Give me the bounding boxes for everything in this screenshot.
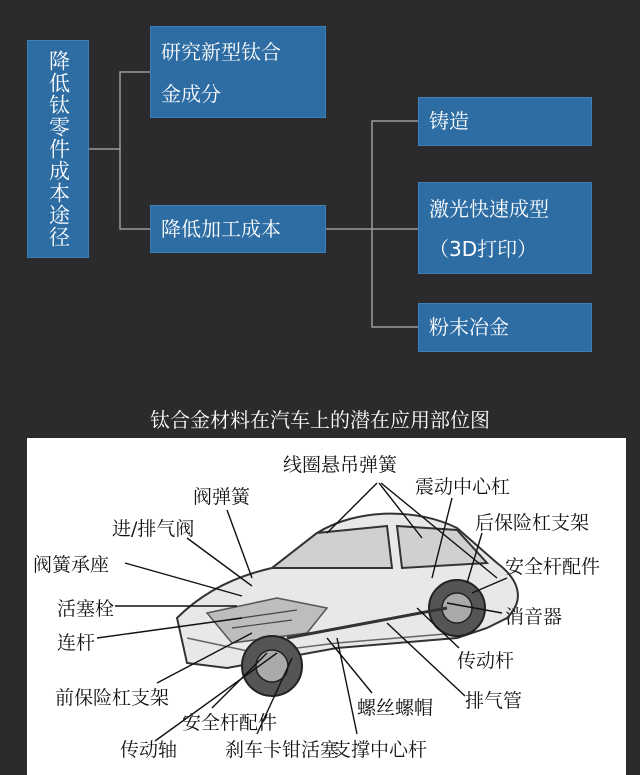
- node-laser-line1: 激光快速成型: [429, 197, 549, 221]
- label-muffler: 消音器: [505, 606, 563, 628]
- label-valve-seat: 阀簧承座: [33, 554, 110, 576]
- root-label: 降低钛零件成本途径: [46, 50, 71, 248]
- node-powder: [418, 303, 592, 352]
- label-exhaust: 排气管: [465, 690, 523, 712]
- label-valve: 进/排气阀: [112, 518, 195, 540]
- label-shock-rod: 震动中心杠: [415, 476, 511, 498]
- label-driveshaft: 传动杆: [457, 650, 515, 672]
- label-front-bumper: 前保险杠支架: [55, 687, 170, 709]
- label-conrod: 连杆: [57, 632, 96, 654]
- node-laser-line2: （3D打印）: [429, 237, 538, 261]
- label-rear-bumper: 后保险杠支架: [475, 512, 590, 534]
- label-caliper: 刹车卡钳活塞: [225, 739, 340, 761]
- root-node: [27, 40, 89, 258]
- label-safety-rear: 安全杆配件: [505, 556, 601, 578]
- node-laser: [418, 182, 592, 274]
- node-new-alloy-line1: 研究新型钛合: [161, 40, 281, 64]
- figure-caption: 钛合金材料在汽车上的潜在应用部位图: [150, 408, 490, 432]
- node-powder-label: 粉末冶金: [429, 315, 509, 339]
- label-center-rod: 支撑中心杆: [332, 739, 428, 761]
- label-axle: 传动轴: [120, 739, 178, 761]
- front-wheel: [242, 636, 302, 696]
- node-casting: [418, 97, 592, 146]
- node-reduce-cost-label: 降低加工成本: [161, 217, 281, 241]
- label-piston-pin: 活塞栓: [57, 598, 115, 620]
- node-reduce-cost: [150, 205, 326, 253]
- car-figure-panel: [27, 438, 626, 775]
- node-new-alloy-line2: 金成分: [161, 82, 221, 106]
- label-safety-front: 安全杆配件: [182, 712, 278, 734]
- label-bolt: 螺丝螺帽: [357, 697, 434, 719]
- label-coil-spring: 线圈悬吊弹簧: [283, 454, 398, 476]
- label-valve-spring: 阀弹簧: [193, 486, 251, 508]
- node-casting-label: 铸造: [429, 109, 469, 133]
- node-new-alloy: [150, 26, 326, 118]
